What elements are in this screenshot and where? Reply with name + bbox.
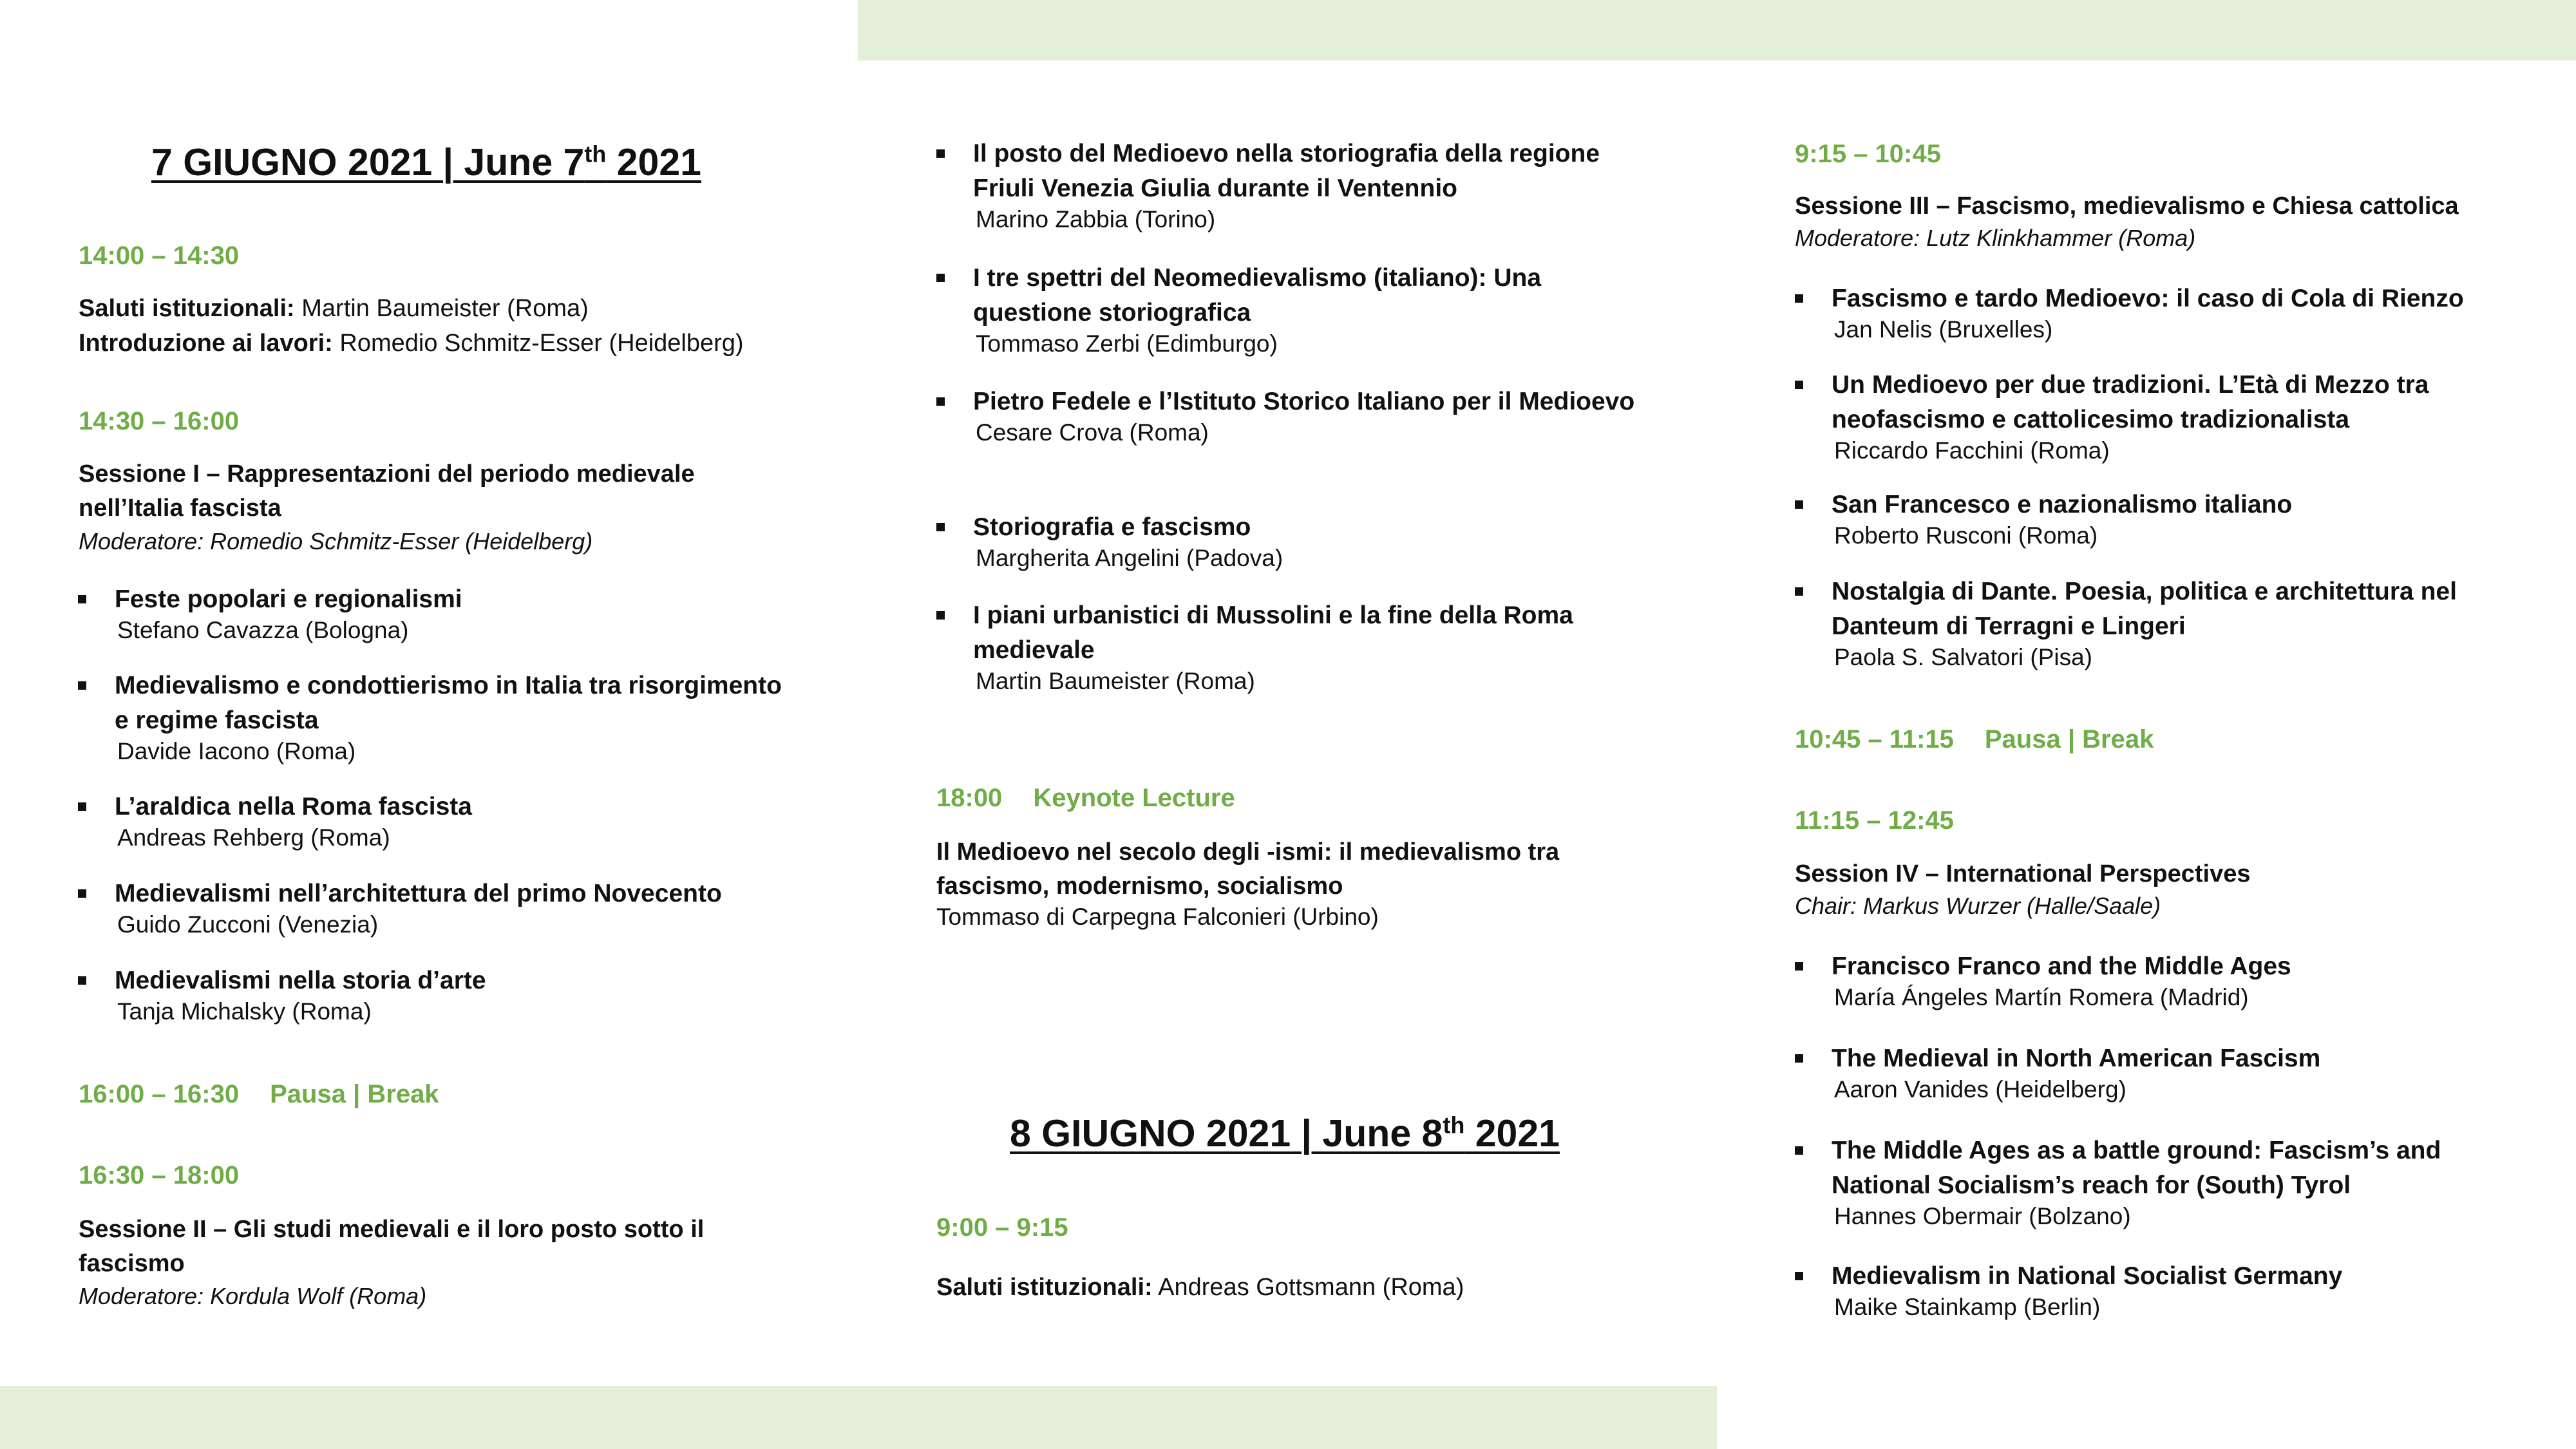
- talk-speaker: Riccardo Facchini (Roma): [1834, 437, 2110, 464]
- session-title: fascismo: [79, 1250, 185, 1277]
- talk-title: Francisco Franco and the Middle Ages: [1832, 952, 2291, 980]
- day2-title: 8 GIUGNO 2021 | June 8th 2021: [1010, 1112, 1560, 1155]
- talk-speaker: Stefano Cavazza (Bologna): [117, 617, 409, 643]
- talk-title: Medievalismi nell’architettura del primo Novecento: [115, 880, 722, 907]
- bullet-icon: [78, 595, 86, 603]
- talk-speaker: Cesare Crova (Roma): [976, 419, 1209, 446]
- talk-speaker: Tommaso Zerbi (Edimburgo): [976, 330, 1278, 357]
- talk-speaker: Tanja Michalsky (Roma): [117, 998, 372, 1025]
- list-item: [973, 261, 1649, 357]
- session-moderator: Moderatore: Lutz Klinkhammer (Roma): [1795, 225, 2196, 251]
- bullet-icon: [936, 397, 945, 406]
- bullet-icon: [1795, 1272, 1803, 1280]
- bullet-icon: [936, 523, 945, 531]
- talk-speaker: María Ángeles Martín Romera (Madrid): [1834, 984, 2249, 1010]
- list-item: [1832, 1133, 2501, 1230]
- talk-title: Il posto del Medioevo nella storiografia della regione Friuli Venezia Giulia durante il Ventennio: [973, 140, 1600, 202]
- time-slot: 14:00 – 14:30: [79, 242, 240, 270]
- list-item: [115, 668, 797, 765]
- bullet-icon: [1795, 294, 1803, 303]
- talk-speaker: Hannes Obermair (Bolzano): [1834, 1203, 2131, 1229]
- talk-title: Pietro Fedele e l’Istituto Storico Italiano per il Medioevo: [973, 388, 1635, 415]
- day1-title: 7 GIUGNO 2021 | June 7th 2021: [151, 140, 701, 184]
- list-item: [1832, 488, 2514, 549]
- session-title: Sessione III – Fascismo, medievalismo e Chiesa cattolica: [1795, 193, 2459, 220]
- bullet-icon: [1795, 500, 1803, 509]
- talk-title: L’araldica nella Roma fascista: [115, 793, 472, 820]
- talk-speaker: Marino Zabbia (Torino): [976, 206, 1216, 232]
- session-title: Session IV – International Perspectives: [1795, 860, 2251, 887]
- bullet-icon: [78, 681, 86, 690]
- talk-speaker: Margherita Angelini (Padova): [976, 545, 1283, 571]
- talk-speaker: Roberto Rusconi (Roma): [1834, 522, 2098, 549]
- talk-title: Medievalismo e condottierismo in Italia tra risorgimento e regime fascista: [115, 672, 782, 734]
- time-slot: 16:30 – 18:00: [79, 1161, 240, 1189]
- talk-speaker: Maike Stainkamp (Berlin): [1834, 1294, 2101, 1320]
- talk-speaker: Martin Baumeister (Roma): [976, 668, 1255, 694]
- talk-title: Feste popolari e regionalismi: [115, 585, 462, 613]
- session-moderator: Chair: Markus Wurzer (Halle/Saale): [1795, 893, 2161, 919]
- bullet-icon: [78, 976, 86, 985]
- list-item: [1832, 281, 2514, 343]
- break-slot: 10:45 – 11:15 Pausa | Break: [1795, 725, 2154, 753]
- talk-title: I tre spettri del Neomedievalismo (italiano): Una questione storiografica: [973, 264, 1542, 327]
- break-slot: 16:00 – 16:30 Pausa | Break: [79, 1080, 439, 1108]
- talk-speaker: Guido Zucconi (Venezia): [117, 911, 379, 938]
- list-item: [1832, 1041, 2514, 1103]
- keynote-title: Il Medioevo nel secolo degli -ismi: il medievalismo tra: [936, 838, 1560, 866]
- keynote-slot: 18:00 Keynote Lecture: [936, 784, 1235, 812]
- time-slot: 9:15 – 10:45: [1795, 140, 1941, 168]
- bullet-icon: [936, 611, 945, 620]
- bullet-icon: [936, 274, 945, 282]
- keynote-speaker: Tommaso di Carpegna Falconieri (Urbino): [936, 904, 1379, 930]
- list-item: [1832, 1259, 2514, 1321]
- session-title: Sessione I – Rappresentazioni del periodo medievale: [79, 460, 695, 488]
- time-slot: 14:30 – 16:00: [79, 407, 240, 435]
- talk-title: Fascismo e tardo Medioevo: il caso di Cola di Rienzo: [1832, 285, 2464, 312]
- bullet-icon: [78, 802, 86, 811]
- talk-title: Medievalism in National Socialist Germany: [1832, 1262, 2343, 1290]
- bottom-decor-band: [0, 1386, 1717, 1449]
- keynote-title: fascismo, modernismo, socialismo: [936, 873, 1343, 900]
- list-item: [973, 137, 1649, 233]
- bullet-icon: [1795, 381, 1803, 389]
- list-item: [1832, 574, 2514, 671]
- session-moderator: Moderatore: Kordula Wolf (Roma): [79, 1283, 427, 1309]
- talk-title: Medievalismi nella storia d’arte: [115, 967, 486, 994]
- session-title: nell’Italia fascista: [79, 495, 281, 522]
- talk-title: The Middle Ages as a battle ground: Fascism’s and National Socialism’s reach for (South) Tyrol: [1832, 1137, 2441, 1199]
- list-item: [973, 384, 1649, 446]
- list-item: [115, 790, 797, 851]
- talk-speaker: Aaron Vanides (Heidelberg): [1834, 1076, 2126, 1103]
- intro-line: Introduzione ai lavori: Romedio Schmitz-Esser (Heidelberg): [79, 330, 744, 357]
- bullet-icon: [936, 149, 945, 158]
- talk-title: Storiografia e fascismo: [973, 513, 1251, 541]
- bullet-icon: [1795, 962, 1803, 971]
- session-moderator: Moderatore: Romedio Schmitz-Esser (Heidelberg): [79, 528, 593, 554]
- talk-speaker: Andreas Rehberg (Roma): [117, 824, 390, 851]
- list-item: [973, 598, 1649, 695]
- time-slot: 11:15 – 12:45: [1795, 806, 1954, 835]
- bullet-icon: [78, 889, 86, 898]
- greetings-line: Saluti istituzionali: Martin Baumeister (Roma): [79, 295, 589, 322]
- talk-speaker: Davide Iacono (Roma): [117, 738, 356, 764]
- bullet-icon: [1795, 1054, 1803, 1063]
- list-item: [115, 876, 797, 938]
- list-item: [115, 582, 797, 644]
- top-decor-band: [858, 0, 2576, 61]
- list-item: [973, 510, 1649, 572]
- list-item: [115, 963, 797, 1025]
- talk-title: I piani urbanistici di Mussolini e la fine della Roma medievale: [973, 601, 1573, 664]
- greetings-line: Saluti istituzionali: Andreas Gottsmann (Roma): [936, 1274, 1464, 1301]
- list-item: [1832, 949, 2514, 1011]
- talk-title: Un Medioevo per due tradizioni. L’Età di Mezzo tra neofascismo e cattolicesimo tradizionalista: [1832, 371, 2429, 433]
- talk-title: The Medieval in North American Fascism: [1832, 1045, 2321, 1072]
- session-title: Sessione II – Gli studi medievali e il loro posto sotto il: [79, 1216, 705, 1243]
- talk-title: Nostalgia di Dante. Poesia, politica e architettura nel Danteum di Terragni e Lingeri: [1832, 578, 2457, 640]
- talk-title: San Francesco e nazionalismo italiano: [1832, 491, 2293, 518]
- talk-speaker: Jan Nelis (Bruxelles): [1834, 316, 2053, 343]
- list-item: [1832, 368, 2482, 464]
- talk-speaker: Paola S. Salvatori (Pisa): [1834, 644, 2093, 670]
- bullet-icon: [1795, 1146, 1803, 1155]
- bullet-icon: [1795, 587, 1803, 596]
- time-slot: 9:00 – 9:15: [936, 1213, 1068, 1242]
